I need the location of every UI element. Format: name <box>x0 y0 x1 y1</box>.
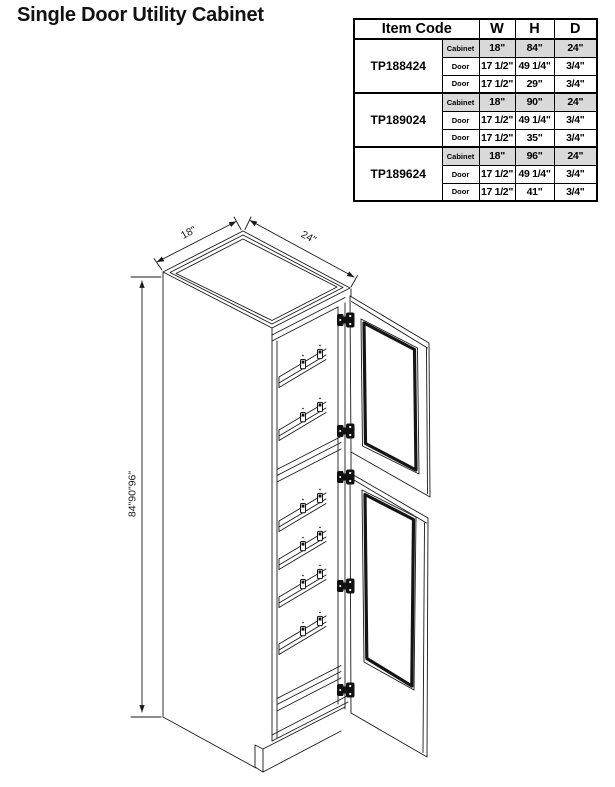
h-value: 49 1/4" <box>515 111 554 129</box>
w-value: 18" <box>479 93 515 111</box>
hinge-icon <box>337 683 355 698</box>
h-value: 49 1/4" <box>515 57 554 75</box>
part-label: Door <box>442 111 479 129</box>
part-label: Cabinet <box>442 93 479 111</box>
hinge-icon <box>337 313 355 328</box>
shelf-pins <box>301 345 323 636</box>
d-value: 3/4" <box>554 57 597 75</box>
part-label: Cabinet <box>442 39 479 57</box>
part-label: Door <box>442 165 479 183</box>
d-value: 3/4" <box>554 111 597 129</box>
header-h: H <box>515 19 554 39</box>
h-value: 90" <box>515 93 554 111</box>
h-value: 49 1/4" <box>515 165 554 183</box>
w-value: 18" <box>479 147 515 165</box>
d-value: 3/4" <box>554 165 597 183</box>
page-title: Single Door Utility Cabinet <box>17 4 264 26</box>
height-dimension-label: 84"90"96" <box>126 470 139 518</box>
header-d: D <box>554 19 597 39</box>
item-code-cell: TP189024 <box>354 93 442 147</box>
dimension-lines <box>127 217 358 717</box>
face-frame <box>272 289 351 738</box>
w-value: 17 1/2" <box>479 75 515 93</box>
part-label: Door <box>442 129 479 147</box>
h-value: 84" <box>515 39 554 57</box>
w-value: 17 1/2" <box>479 57 515 75</box>
upper-door <box>350 296 430 497</box>
d-value: 24" <box>554 39 597 57</box>
depth-dimension-label: 24" <box>298 228 319 247</box>
width-dimension-label: 18" <box>179 223 199 242</box>
d-value: 3/4" <box>554 75 597 93</box>
cabinet-side-panel <box>163 272 272 768</box>
part-label: Door <box>442 57 479 75</box>
h-value: 96" <box>515 147 554 165</box>
d-value: 3/4" <box>554 183 597 201</box>
hinge-icon <box>337 424 355 439</box>
item-code-cell: TP189624 <box>354 147 442 201</box>
d-value: 3/4" <box>554 129 597 147</box>
w-value: 17 1/2" <box>479 183 515 201</box>
lower-door <box>350 473 428 757</box>
w-value: 17 1/2" <box>479 129 515 147</box>
d-value: 24" <box>554 93 597 111</box>
header-w: W <box>479 19 515 39</box>
header-item-code: Item Code <box>354 19 479 39</box>
item-code-cell: TP188424 <box>354 39 442 93</box>
h-value: 35" <box>515 129 554 147</box>
w-value: 18" <box>479 39 515 57</box>
toe-kick <box>255 696 348 772</box>
h-value: 29" <box>515 75 554 93</box>
w-value: 17 1/2" <box>479 111 515 129</box>
part-label: Door <box>442 75 479 93</box>
part-label: Cabinet <box>442 147 479 165</box>
cabinet-top-face <box>163 231 350 328</box>
h-value: 41" <box>515 183 554 201</box>
hinge-icon <box>337 579 355 594</box>
w-value: 17 1/2" <box>479 165 515 183</box>
part-label: Door <box>442 183 479 201</box>
hinge-icon <box>337 470 355 485</box>
d-value: 24" <box>554 147 597 165</box>
